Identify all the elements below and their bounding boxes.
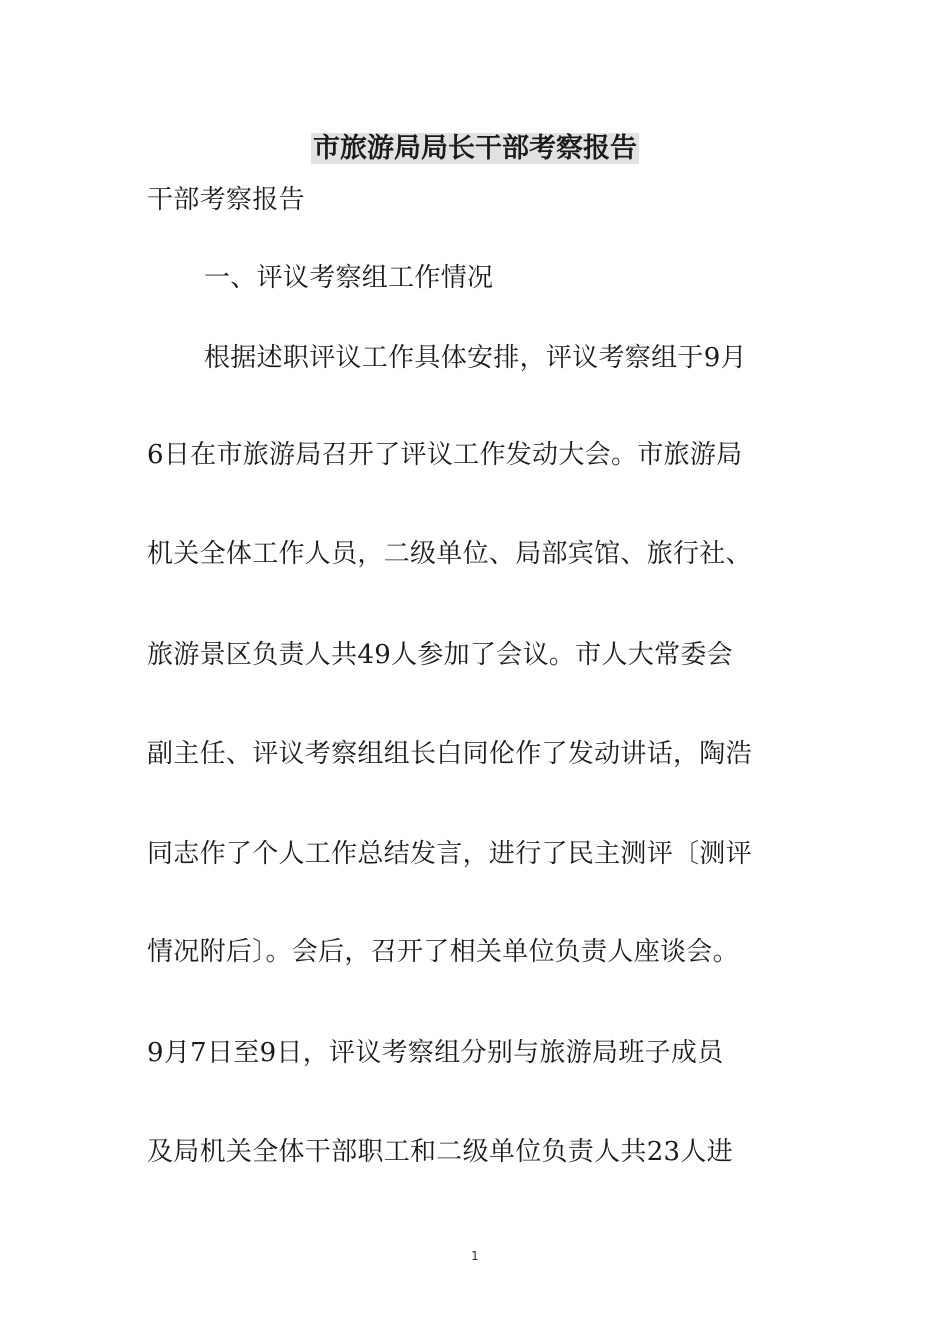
paragraph-line: 及局机关全体干部职工和二级单位负责人共23人进 — [147, 1137, 733, 1167]
paragraph-line: 6日在市旅游局召开了评议工作发动大会。市旅游局 — [147, 440, 743, 470]
paragraph-line: 同志作了个人工作总结发言，进行了民主测评〔测评 — [147, 839, 752, 869]
document-subtitle: 干部考察报告 — [147, 185, 305, 215]
paragraph-line: 机关全体工作人员，二级单位、局部宾馆、旅行社、 — [147, 539, 752, 569]
document-title — [0, 131, 950, 167]
document-title-text: 市旅游局局长干部考察报告 — [313, 133, 637, 164]
section-heading: 一、评议考察组工作情况 — [204, 263, 494, 293]
paragraph-line: 情况附后〕。会后，召开了相关单位负责人座谈会。 — [147, 937, 739, 967]
paragraph-line: 9月7日至9日，评议考察组分别与旅游局班子成员 — [147, 1038, 724, 1068]
paragraph-line: 旅游景区负责人共49人参加了会议。市人大常委会 — [147, 640, 733, 670]
page-number: 1 — [471, 1249, 479, 1263]
paragraph-line: 根据述职评议工作具体安排，评议考察组于9月 — [204, 343, 747, 373]
paragraph-line: 副主任、评议考察组组长白同伦作了发动讲话，陶浩 — [147, 739, 752, 769]
